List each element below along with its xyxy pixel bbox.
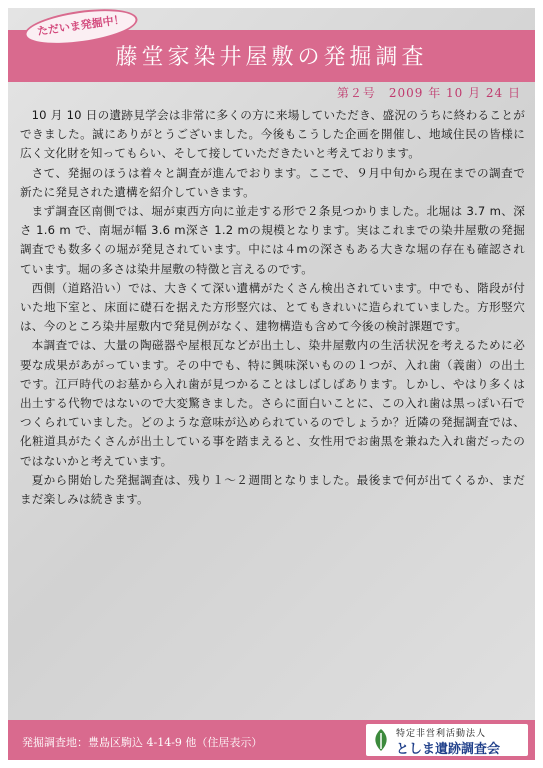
article-body	[20, 106, 525, 509]
paragraph: さて、発掘のほうは着々と調査が進んでおります。ここで、９月中旬から現在までの調査で新たに発見された遺構を紹介していきます。	[20, 165, 525, 199]
organization-name: としま遺跡調査会	[396, 742, 501, 757]
paragraph: 10 月 10 日の遺跡見学会は非常に多くの方に来場していただき、盛況のうちに終わることができました。誠にありがとうございました。今後もこうした企画を開催し、地域住民の皆様に広く文化財を知ってもらい、そして接していただきたいと考えております。	[20, 108, 525, 161]
paragraph: 本調査では、大量の陶磁器や屋根瓦などが出土し、染井屋敷内の生活状況を考えるために必要な成果があがっています。その中でも、特に興味深いものの１つが、入れ歯（義歯）の出土です。江戸時代のお墓から入れ歯が見つかることはしばしばあります。しかし、やはり多くは出土する代物ではないので大変驚きました。さらに面白いことに、この入れ歯は黒っぽい石でつくられていました。どのような意味が込められているのでしょうか？近隣の発掘調査では、化粧道具がたくさんが出土している事を踏まえると、女性用でお歯黒を兼ねた入れ歯だったのではないかと考えています。	[20, 338, 525, 468]
newsletter-page	[8, 8, 535, 760]
organization-logo	[366, 724, 528, 756]
paragraph: まず調査区南側では、堀が東西方向に並走する形で２条見つかりました。北堀は 3.7 m、深さ 1.6 m で、南堀が幅 3.6 m深さ 1.2 mの規模となります。実はこれまでの染井屋敷の発掘調査でも数多くの堀が発見されています。中には４mの深さもある大きな堀の存在も確認されています。堀の多さは染井屋敷の特徴と言えるのです。	[20, 204, 525, 276]
site-address: 発掘調査地：豊島区駒込 4-14-9 他（住居表示）	[22, 736, 263, 749]
paragraph: 西側（道路沿い）では、大きくて深い遺構がたくさん検出されています。中でも、階段が付いた地下室と、床面に礎石を据えた方形竪穴は、とてもきれいに造られていました。方形竪穴は、今のところ染井屋敷内で発見例がなく、建物構造も含めて今後の検討課題です。	[20, 280, 525, 334]
paragraph: 夏から開始した発掘調査は、残り１～２週間となりました。最後まで何が出てくるか、まだまだ楽しみは続きます。	[20, 472, 525, 507]
status-badge: ただいま発掘中！	[22, 3, 139, 51]
leaf-logo-icon	[370, 727, 392, 753]
issue-date: 第２号 2009 年 10 月 24 日	[336, 86, 521, 100]
organization-type: 特定非営利活動法人	[396, 729, 487, 739]
page-title: 藤堂家染井屋敷の発掘調査	[115, 45, 428, 70]
